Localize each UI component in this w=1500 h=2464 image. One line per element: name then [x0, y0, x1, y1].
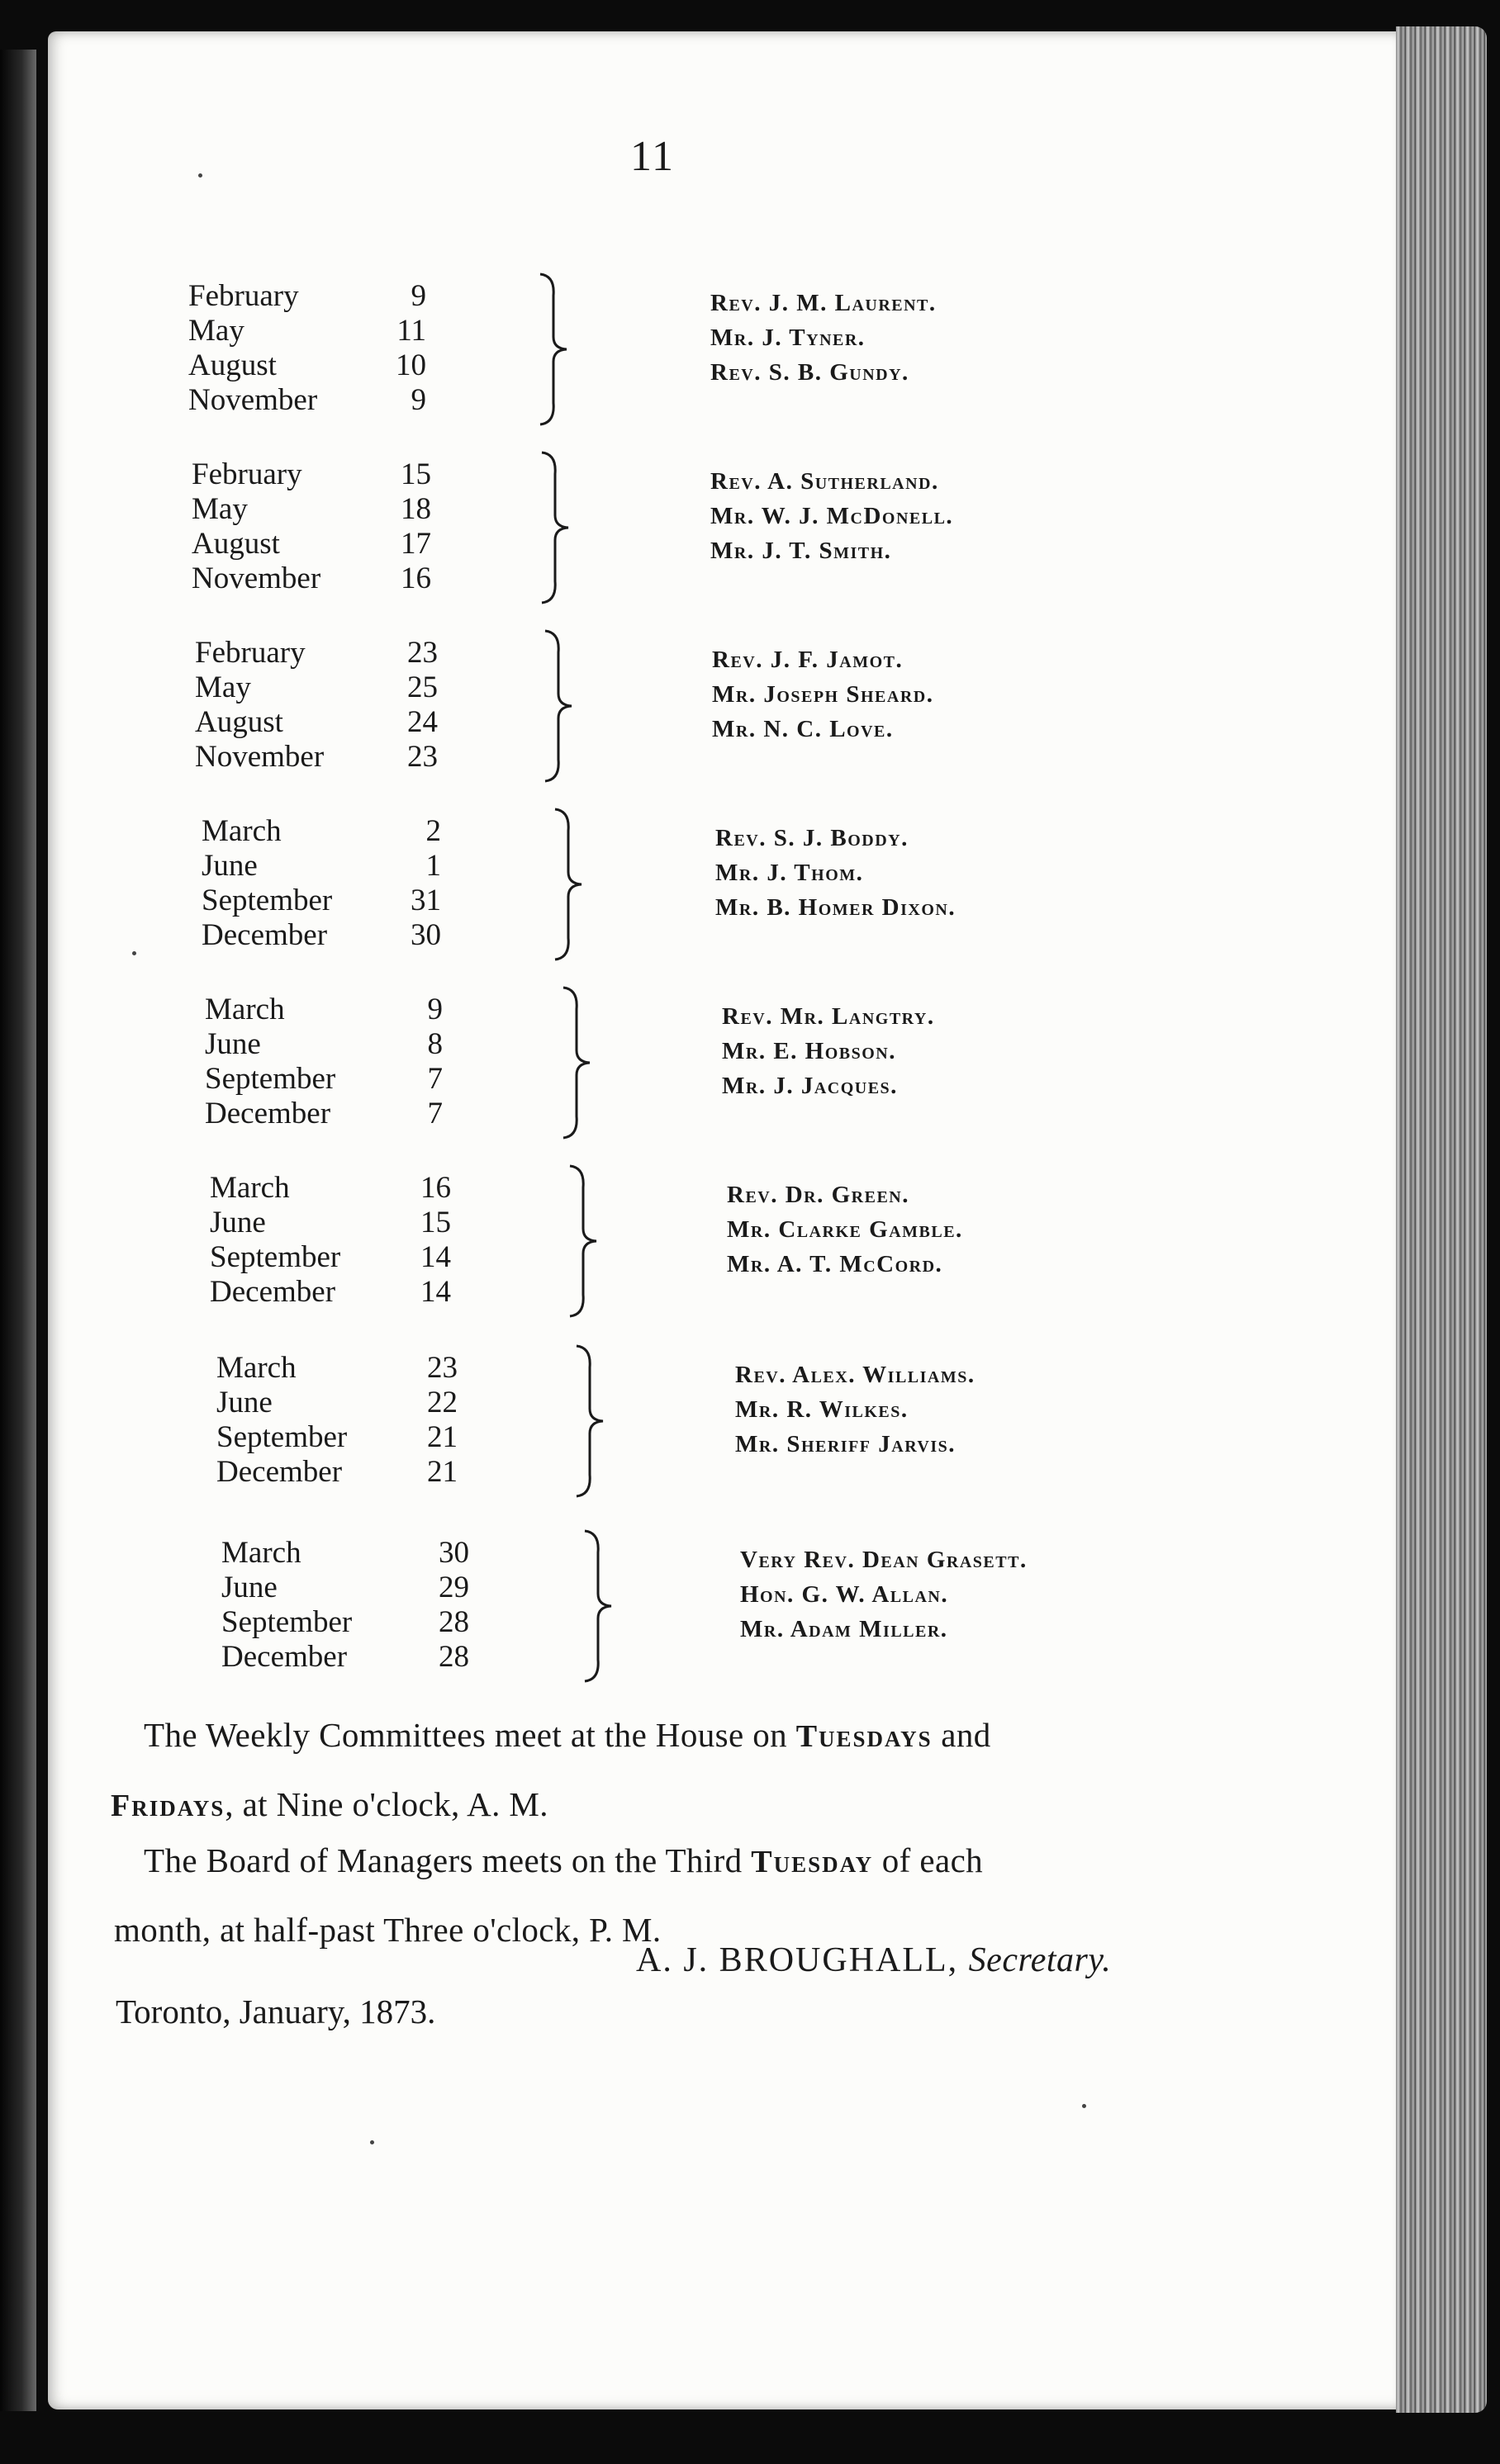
visitor-name: Mr. W. J. McDonell.: [710, 503, 954, 529]
group-names: [712, 642, 933, 746]
date-row: [195, 740, 459, 775]
month: June: [202, 849, 258, 883]
month: June: [216, 1386, 273, 1419]
month: March: [210, 1171, 290, 1205]
month: June: [210, 1206, 266, 1239]
day: 14: [420, 1275, 451, 1309]
date-row: [221, 1605, 486, 1640]
day: 14: [420, 1240, 451, 1274]
visitor-name: Mr. Joseph Sheard.: [712, 681, 934, 708]
right-brace-icon: [537, 271, 570, 428]
date-row: [192, 492, 456, 527]
month: February: [188, 279, 299, 313]
date-row: [192, 457, 456, 492]
date-row: [195, 670, 459, 705]
right-brace-icon: [539, 449, 572, 606]
group-dates: [192, 457, 456, 596]
day: 24: [407, 705, 438, 739]
group-dates: [188, 279, 453, 418]
day: 31: [411, 884, 441, 917]
day: 9: [427, 993, 443, 1026]
ink-speck: [132, 951, 136, 955]
month: May: [188, 314, 244, 348]
visitor-name: Mr. R. Wilkes.: [735, 1396, 909, 1423]
date-row: [195, 705, 459, 740]
day: 18: [401, 492, 431, 526]
date-row: [205, 1027, 469, 1062]
signature-name: A. J. BROUGHALL,: [636, 1941, 959, 1979]
month: June: [205, 1027, 261, 1061]
ink-speck: [1082, 2104, 1086, 2108]
month: November: [192, 562, 321, 595]
right-brace-icon: [542, 628, 575, 784]
ink-speck: [198, 173, 202, 178]
month: June: [221, 1571, 278, 1604]
day: 15: [401, 457, 431, 491]
visitor-name: Mr. Adam Miller.: [740, 1616, 948, 1642]
day: 16: [401, 562, 431, 595]
month: February: [192, 457, 302, 491]
month: March: [221, 1536, 301, 1570]
day: 17: [401, 527, 431, 561]
date-row: [205, 1097, 469, 1131]
group-dates: [210, 1171, 474, 1310]
day: 23: [407, 636, 438, 670]
day: 28: [439, 1640, 469, 1674]
group-dates: [195, 636, 459, 775]
day: 25: [407, 670, 438, 704]
visitor-name: Mr. E. Hobson.: [722, 1038, 896, 1064]
date-row: [202, 884, 466, 918]
month: May: [192, 492, 248, 526]
date-row: [188, 383, 453, 418]
month: December: [205, 1097, 331, 1130]
month: September: [216, 1420, 348, 1454]
note-text: of each: [881, 1841, 984, 1879]
date-row: [205, 1062, 469, 1097]
date-row: [188, 314, 453, 348]
day: 9: [411, 279, 426, 313]
date-row: [202, 918, 466, 953]
month: December: [221, 1640, 348, 1674]
day: 21: [427, 1420, 458, 1454]
visitor-name: Rev. A. Sutherland.: [710, 468, 939, 495]
right-brace-icon: [573, 1343, 606, 1500]
date-row: [216, 1420, 481, 1455]
month: December: [202, 918, 328, 952]
visitor-name: Very Rev. Dean Grasett.: [740, 1547, 1028, 1573]
date-row: [221, 1640, 486, 1675]
visitor-name: Rev. J. M. Laurent.: [710, 290, 937, 316]
visitor-name: Mr. J. T. Smith.: [710, 538, 892, 564]
note-text: and: [941, 1716, 991, 1754]
signature-title: Secretary.: [968, 1941, 1112, 1979]
note-text: month, at half-past Three o'clock, P. M.: [114, 1911, 662, 1949]
day: 23: [407, 740, 438, 774]
visitor-name: Rev. S. B. Gundy.: [710, 359, 909, 386]
date-row: [192, 527, 456, 562]
note-day: Tuesday: [751, 1845, 874, 1879]
day: 22: [427, 1386, 458, 1419]
visitor-name: Mr. J. Tyner.: [710, 325, 866, 351]
day: 1: [425, 849, 441, 883]
day: 7: [427, 1097, 443, 1130]
day: 16: [420, 1171, 451, 1205]
month: March: [216, 1351, 297, 1385]
month: August: [192, 527, 280, 561]
month: August: [188, 348, 277, 382]
note-text: The Board of Managers meets on the Third: [144, 1841, 743, 1879]
visitor-name: Mr. J. Jacques.: [722, 1073, 898, 1099]
group-names: [715, 821, 956, 925]
day: 21: [427, 1455, 458, 1489]
weekly-committee-note: [111, 1701, 1284, 1840]
group-dates: [216, 1351, 481, 1490]
group-names: [710, 286, 937, 390]
page-number: 11: [629, 133, 676, 180]
visitor-name: Rev. S. J. Boddy.: [715, 825, 909, 851]
right-brace-icon: [581, 1528, 615, 1685]
month: August: [195, 705, 283, 739]
note-text: The Weekly Committees meet at the House on: [144, 1716, 788, 1754]
month: November: [188, 383, 318, 417]
month: September: [221, 1605, 353, 1639]
date-row: [210, 1171, 474, 1206]
dateline: Toronto, January, 1873.: [116, 1993, 436, 2030]
group-dates: [221, 1536, 486, 1675]
day: 30: [411, 918, 441, 952]
right-brace-icon: [552, 806, 585, 963]
visitor-name: Hon. G. W. Allan.: [740, 1581, 949, 1608]
date-row: [210, 1206, 474, 1240]
month: March: [202, 814, 282, 848]
visitor-name: Mr. Clarke Gamble.: [727, 1216, 963, 1243]
visitor-name: Mr. Sheriff Jarvis.: [735, 1431, 956, 1457]
day: 15: [420, 1206, 451, 1239]
day: 29: [439, 1571, 469, 1604]
month: November: [195, 740, 325, 774]
right-brace-icon: [560, 984, 593, 1141]
visitor-name: Rev. Dr. Green.: [727, 1182, 909, 1208]
visitor-name: Mr. N. C. Love.: [712, 716, 894, 742]
note-text: , at Nine o'clock, A. M.: [225, 1785, 548, 1823]
date-row: [221, 1571, 486, 1605]
visitor-name: Mr. A. T. McCord.: [727, 1251, 943, 1277]
day: 10: [396, 348, 426, 382]
group-names: [735, 1358, 975, 1462]
group-names: [727, 1178, 963, 1282]
date-row: [188, 348, 453, 383]
day: 8: [427, 1027, 443, 1061]
date-row: [202, 849, 466, 884]
left-page-edge: [0, 50, 36, 2411]
day: 2: [425, 814, 441, 848]
date-row: [221, 1536, 486, 1571]
visitor-name: Rev. Mr. Langtry.: [722, 1003, 935, 1030]
group-dates: [205, 993, 469, 1131]
date-row: [216, 1386, 481, 1420]
note-day: Fridays: [111, 1789, 225, 1823]
right-brace-icon: [567, 1163, 600, 1320]
day: 11: [396, 314, 426, 348]
day: 28: [439, 1605, 469, 1639]
group-names: [722, 999, 935, 1103]
date-row: [205, 993, 469, 1027]
date-row: [195, 636, 459, 670]
date-row: [216, 1351, 481, 1386]
group-dates: [202, 814, 466, 953]
ink-speck: [370, 2140, 374, 2144]
month: December: [216, 1455, 343, 1489]
date-row: [210, 1240, 474, 1275]
date-row: [202, 814, 466, 849]
date-row: [210, 1275, 474, 1310]
month: December: [210, 1275, 336, 1309]
secretary-signature: [636, 1940, 1111, 1980]
note-day: Tuesdays: [795, 1719, 933, 1754]
visitor-name: Mr. J. Thom.: [715, 860, 864, 886]
page-fore-edge: [1396, 26, 1487, 2413]
month: September: [202, 884, 333, 917]
month: March: [205, 993, 285, 1026]
day: 30: [439, 1536, 469, 1570]
group-names: [740, 1542, 1028, 1647]
month: September: [210, 1240, 341, 1274]
date-row: [192, 562, 456, 596]
date-row: [216, 1455, 481, 1490]
visitor-name: Mr. B. Homer Dixon.: [715, 894, 956, 921]
month: May: [195, 670, 251, 704]
day: 7: [427, 1062, 443, 1096]
month: September: [205, 1062, 336, 1096]
day: 23: [427, 1351, 458, 1385]
day: 9: [411, 383, 426, 417]
visitor-name: Rev. J. F. Jamot.: [712, 647, 904, 673]
visitor-name: Rev. Alex. Williams.: [735, 1362, 975, 1388]
group-names: [710, 464, 953, 568]
date-row: [188, 279, 453, 314]
month: February: [195, 636, 306, 670]
